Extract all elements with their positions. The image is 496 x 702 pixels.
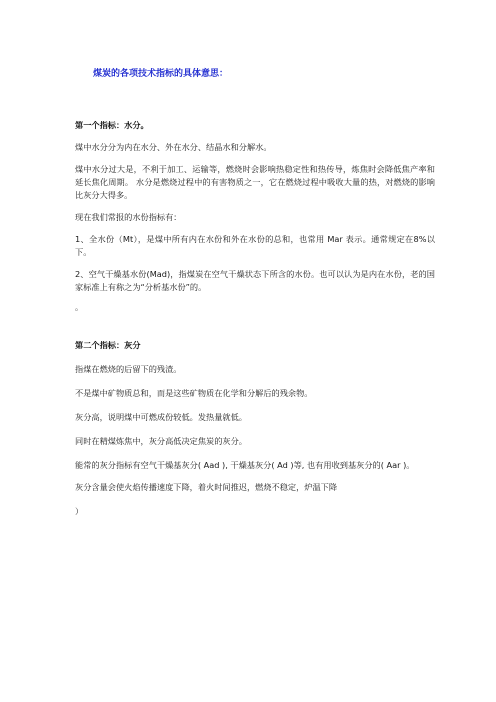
paragraph: 。: [75, 303, 83, 312]
section-heading-moisture: 第一个指标：水分。: [75, 120, 149, 130]
paragraph: 灰分含量会使火焰传播速度下降，着火时间推迟，燃烧不稳定，炉温下降: [75, 482, 338, 492]
paragraph: ）: [75, 506, 84, 516]
paragraph: 能常的灰分指标有空气干燥基灰分( Aad ), 干燥基灰分( Ad )等, 也有用收到基灰分的( Aar )。: [75, 460, 415, 470]
paragraph: 2、空气干燥基水份(Mad)，指煤炭在空气干燥状态下所含的水份。也可以认为是内在水份，老的国家标准上有称之为“分析基水份”的。: [75, 269, 435, 292]
paragraph: 现在我们常报的水份指标有：: [75, 212, 182, 222]
document-title: 煤炭的各项技术指标的具体意思：: [93, 69, 229, 79]
paragraph: 煤中水分分为内在水分、外在水分、结晶水和分解水。: [75, 142, 272, 152]
document-body: [75, 119, 435, 518]
paragraph: 煤中水分过大是，不利于加工、运输等，燃烧时会影响热稳定性和热传导，炼焦时会降低焦产率和延长焦化周期。 水分是燃烧过程中的有害物质之一，它在燃烧过程中吸收大量的热，对燃烧的影响比灰分大得多。: [75, 164, 435, 200]
paragraph: 不是煤中矿物质总和，而是这些矿物质在化学和分解后的残余物。: [75, 388, 313, 398]
paragraph: 1、全水份（Mt），是煤中所有内在水份和外在水份的总和，也常用 Mar 表示。通常规定在8%以下。: [75, 234, 435, 257]
paragraph: 指煤在燃烧的后留下的残渣。: [75, 364, 182, 374]
paragraph: 同时在精煤炼焦中，灰分高低决定焦炭的灰分。: [75, 436, 247, 446]
section-heading-ash: 第二个指标：灰分: [75, 340, 141, 350]
paragraph: 灰分高，说明煤中可燃成份较低。发热量就低。: [75, 412, 247, 422]
